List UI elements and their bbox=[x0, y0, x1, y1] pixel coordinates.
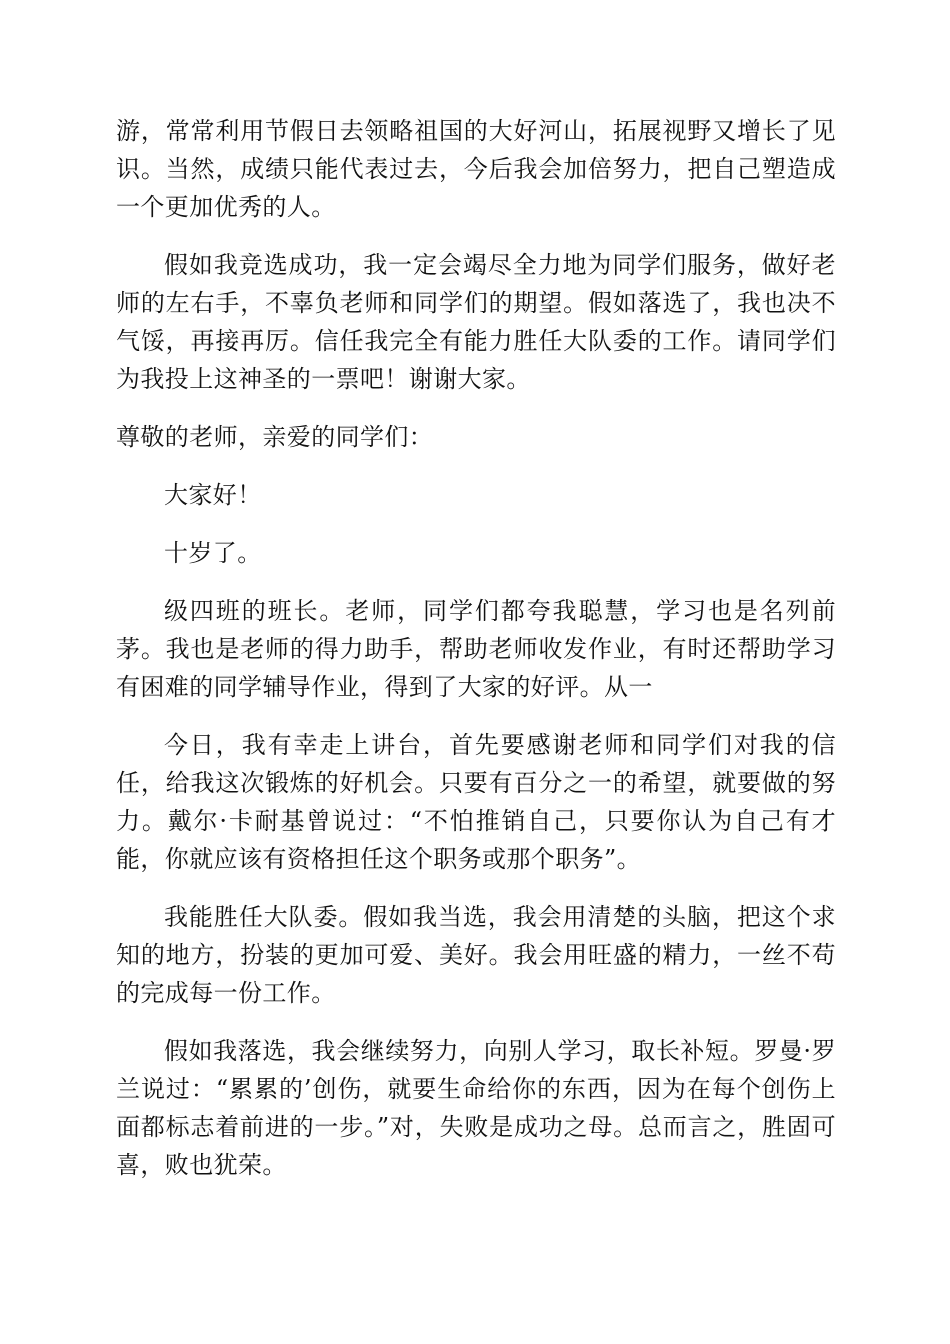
paragraph-age: 十岁了。 bbox=[164, 539, 262, 567]
paragraph-if-not-elected: 假如我落选，我会继续努力，向别人学习，取长补短。罗曼·罗兰说过：“累累的’创伤，就要生命给你的东西，因为在每个创伤上面都标志着前进的一步。”对，失败是成功之母。总而言之，胜固可喜，败也犹荣。 bbox=[116, 1037, 836, 1179]
paragraph-1: 游，常常利用节假日去领略祖国的大好河山，拓展视野又增长了见识。当然，成绩只能代表过去，今后我会加倍努力，把自己塑造成一个更加优秀的人。 bbox=[116, 117, 836, 221]
document-body bbox=[116, 112, 836, 1204]
greeting: 大家好！ bbox=[164, 481, 262, 509]
salutation: 尊敬的老师，亲爱的同学们： bbox=[116, 423, 434, 451]
paragraph-class-monitor: 级四班的班长。老师，同学们都夸我聪慧，学习也是名列前茅。我也是老师的得力助手，帮助老师收发作业，有时还帮助学习有困难的同学辅导作业，得到了大家的好评。从一 bbox=[116, 597, 836, 701]
paragraph-thanks: 今日，我有幸走上讲台，首先要感谢老师和同学们对我的信任，给我这次锻炼的好机会。只要有百分之一的希望，就要做的努力。戴尔·卡耐基曾说过：“不怕推销自己，只要你认为自己有才能，你就应该有资格担任这个职务或那个职务”。 bbox=[116, 731, 836, 873]
paragraph-2: 假如我竞选成功，我一定会竭尽全力地为同学们服务，做好老师的左右手，不辜负老师和同学们的期望。假如落选了，我也决不气馁，再接再厉。信任我完全有能力胜任大队委的工作。请同学们为我投上这神圣的一票吧！谢谢大家。 bbox=[116, 251, 836, 393]
paragraph-if-elected: 我能胜任大队委。假如我当选，我会用清楚的头脑，把这个求知的地方，扮装的更加可爱、美好。我会用旺盛的精力，一丝不苟的完成每一份工作。 bbox=[116, 903, 836, 1007]
